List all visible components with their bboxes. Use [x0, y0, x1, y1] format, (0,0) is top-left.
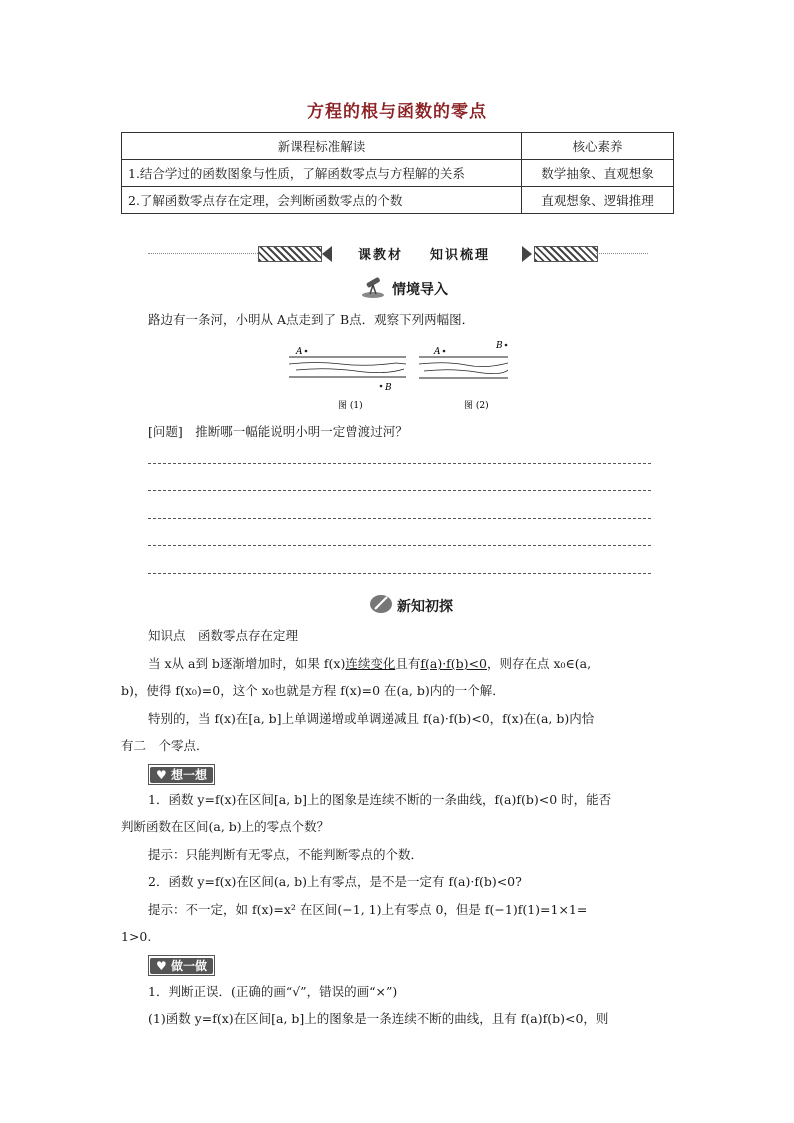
fig2-caption: 图 (2) [464, 401, 489, 411]
telescope-icon [360, 276, 386, 298]
banner-stripe-right [534, 246, 598, 262]
table-cell: 2.了解函数零点存在定理，会判断函数零点的个数 [122, 187, 522, 214]
knowledge-point-title: 知识点 函数零点存在定理 [148, 628, 299, 643]
underlined-term: f(a)·f(b)<0 [420, 656, 487, 671]
answer-line [148, 545, 651, 546]
fig1-caption: 图 (1) [338, 401, 363, 411]
banner-right-text: 知识梳理 [430, 248, 491, 263]
table-row [122, 187, 674, 214]
think-q2: 2．函数 y=f(x)在区间(a, b)上有零点，是不是一定有 f(a)·f(b)<0? [148, 874, 522, 889]
fig1-point-a-label: A [296, 347, 303, 357]
table-cell: 直观想象、逻辑推理 [522, 187, 674, 214]
theorem-line-1 [148, 655, 591, 673]
table-cell: 1.结合学过的函数图象与性质，了解函数零点与方程解的关系 [122, 160, 522, 187]
answer-line [148, 518, 651, 519]
banner-left-text: 课教材 [358, 248, 404, 263]
answer-line [148, 490, 651, 491]
banner-stripe-left [258, 246, 322, 262]
practice-line1: 1．判断正误．(正确的画“√”，错误的画“×”) [148, 984, 398, 999]
table-header: 新课程标准解读 [122, 133, 522, 160]
theorem-line-2: b)，使得 f(x₀)=0，这个 x₀也就是方程 f(x)=0 在(a, b)内的一个解． [121, 683, 505, 698]
think-hint1: 提示：只能判断有无零点，不能判断零点的个数． [148, 847, 424, 862]
section-heading-scenario: 情境导入 [392, 282, 448, 298]
page-title: 方程的根与函数的零点 [307, 102, 487, 122]
theorem-text: 且有 [395, 656, 421, 671]
scenario-question: [问题] 推断哪一幅能说明小明一定曾渡过河？ [148, 424, 408, 439]
fig1-point-b-label: B [385, 383, 392, 393]
theorem-text: ，则存在点 x₀∈(a, [486, 656, 592, 671]
figure-1 [289, 347, 406, 411]
fig2-point-a-label: A [434, 347, 441, 357]
arrow-right-icon [522, 246, 532, 262]
table-row [122, 160, 674, 187]
theorem-text: 当 x从 a到 b逐渐增加时，如果 f(x) [148, 656, 346, 671]
section-heading-new-knowledge: 新知初探 [397, 599, 453, 615]
theorem-line-3: 特别的，当 f(x)在[a, b]上单调递增或单调递减且 f(a)·f(b)<0，f(x)在(a, b)内恰 [148, 711, 595, 726]
think-tag: ♥ 想一想 [150, 767, 213, 783]
think-tag-label: 想一想 [170, 768, 207, 782]
think-q1-line1: 1．函数 y=f(x)在区间[a, b]上的图象是连续不断的一条曲线，f(a)f(b)<0 时，能否 [148, 792, 612, 807]
fig2-point-b-label: B [496, 341, 503, 351]
practice-line2: (1)函数 y=f(x)在区间[a, b]上的图象是一条连续不断的曲线，且有 f(a)f(b)<0，则 [148, 1011, 609, 1026]
table-header-row [122, 133, 674, 160]
underlined-term: 连续变化 [345, 656, 396, 671]
river-figures [286, 340, 508, 414]
think-hint2-line2: 1>0. [121, 929, 152, 944]
arrow-left-icon [322, 246, 332, 262]
answer-line [148, 463, 651, 464]
figure-2 [419, 341, 508, 411]
theorem-line-4: 有二 个零点． [121, 738, 209, 753]
banner-divider-left [148, 253, 258, 254]
banner-divider-right [596, 253, 648, 254]
scenario-intro: 路边有一条河，小明从 A点走到了 B点．观察下列两幅图． [148, 312, 475, 327]
table-header: 核心素养 [522, 133, 674, 160]
standards-table [121, 132, 674, 214]
think-hint2-line1: 提示：不一定，如 f(x)=x² 在区间(−1, 1)上有零点 0，但是 f(−1)f(1)=1×1= [148, 902, 588, 917]
practice-tag: ♥ 做一做 [150, 958, 213, 974]
pen-icon [368, 592, 394, 614]
think-q1-line2: 判断函数在区间(a, b)上的零点个数？ [121, 819, 330, 834]
table-cell: 数学抽象、直观想象 [522, 160, 674, 187]
answer-line [148, 573, 651, 574]
practice-tag-box [148, 955, 215, 976]
think-tag-box [148, 764, 215, 785]
practice-tag-label: 做一做 [170, 959, 207, 973]
